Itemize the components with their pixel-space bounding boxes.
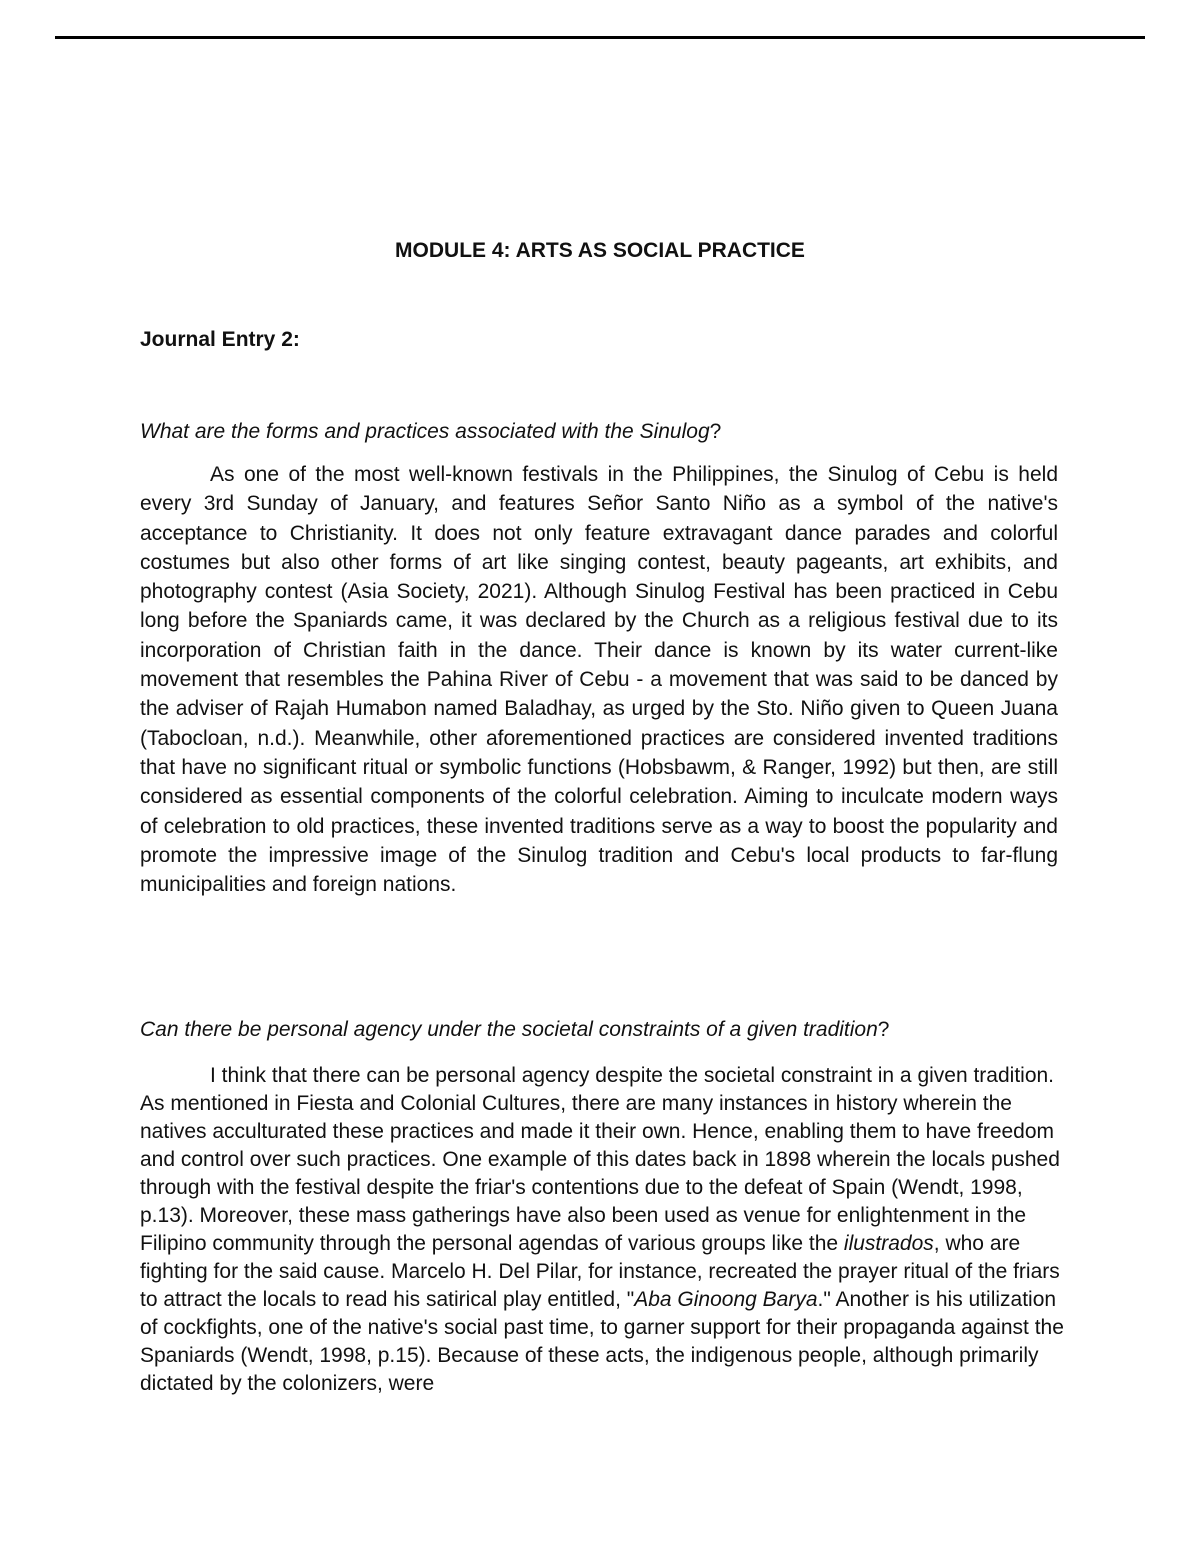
answer-2-part-1: I think that there can be personal agency despite the societal constraint in a given tradition. As mentioned in Fiesta and Colonial Cultures, there are many instances in history wherein the natives acculturated these practices and made it their own. Hence, enabling them to have freedom and control over such practices. One example of this dates back in 1898 wherein the locals pushed through with the festival despite the friar's contentions due to the defeat of Spain (Wendt, 1998, p.13). Moreover, these mass gatherings have also been used as venue for enlightenment in the Filipino community through the personal agendas of various groups like the <box>140 1064 1060 1255</box>
question-1-mark: ? <box>709 420 722 443</box>
question-2 <box>140 1017 1060 1043</box>
header-rule <box>55 36 1145 39</box>
answer-2-paragraph <box>140 1062 1065 1398</box>
play-title: Aba Ginoong Barya <box>634 1288 818 1311</box>
question-2-text: Can there be personal agency under the societal constraints of a given tradition <box>140 1018 878 1041</box>
answer-2-part-2: , who are fighting for the said cause. Marcelo H. Del Pilar, for instance, recreated the prayer ritual of the friars to attract the locals to read his satirical play entitled, " <box>140 1232 1060 1311</box>
module-title: MODULE 4: ARTS AS SOCIAL PRACTICE <box>395 239 805 262</box>
question-2-mark: ? <box>877 1018 890 1041</box>
answer-2-part-3: ." Another is his utilization of cockfights, one of the native's social past time, to garner support for their propaganda against the Spaniards (Wendt, 1998, p.15). Because of these acts, the indigenous people, although primarily dictated by the colonizers, were <box>140 1288 1064 1395</box>
answer-1-paragraph: As one of the most well-known festivals in the Philippines, the Sinulog of Cebu is held every 3rd Sunday of January, and features Señor Santo Niño as a symbol of the native's acceptance to Christianity. It does not only feature extravagant dance parades and colorful costumes but also other forms of art like singing contest, beauty pageants, art exhibits, and photography contest (Asia Society, 2021). Although Sinulog Festival has been practiced in Cebu long before the Spaniards came, it was declared by the Church as a religious festival due to its incorporation of Christian faith in the dance. Their dance is known by its water current-like movement that resembles the Pahina River of Cebu - a movement that was said to be danced by the adviser of Rajah Humabon named Baladhay, as urged by the Sto. Niño given to Queen Juana (Tabocloan, n.d.). Meanwhile, other aforementioned practices are considered invented traditions that have no significant ritual or symbolic functions (Hobsbawm, & Ranger, 1992) but then, are still considered as essential components of the colorful celebration. Aiming to inculcate modern ways of celebration to old practices, these invented traditions serve as a way to boost the popularity and promote the impressive image of the Sinulog tradition and Cebu's local products to far-flung municipalities and foreign nations. <box>140 463 1058 897</box>
ilustrados-term: ilustrados <box>843 1232 934 1255</box>
question-1 <box>140 419 1060 445</box>
question-1-text: What are the forms and practices associated with the Sinulog <box>140 420 710 443</box>
journal-entry-label: Journal Entry 2: <box>140 328 300 351</box>
